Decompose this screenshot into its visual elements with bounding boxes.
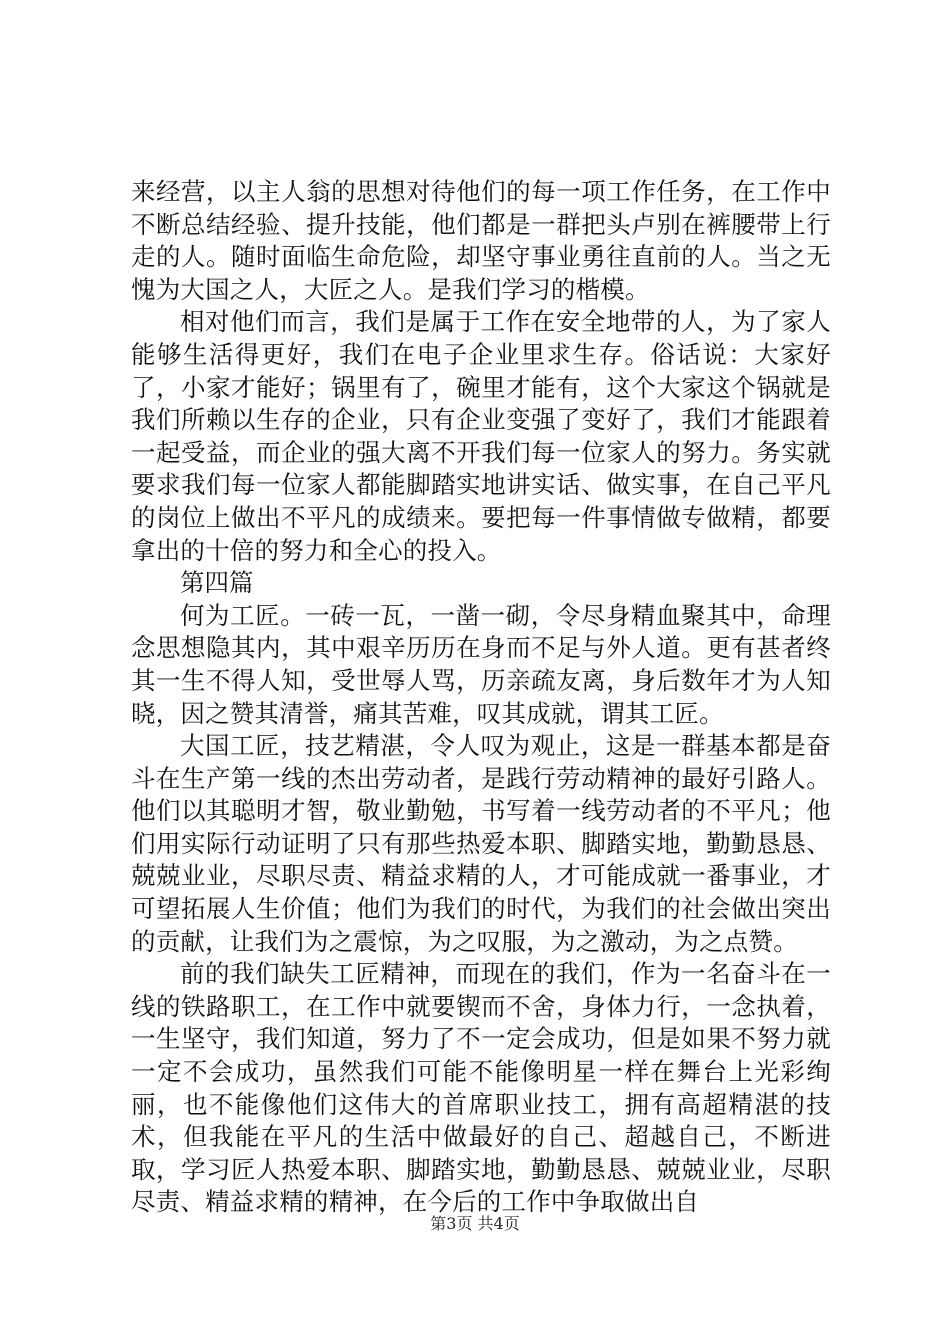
paragraph: 相对他们而言，我们是属于工作在安全地带的人，为了家人能够生活得更好，我们在电子企业里求生存。俗话说：大家好了，小家才能好；锅里有了，碗里才能有，这个大家这个锅就是我们所赖以生存的企业，只有企业变强了变好了，我们才能跟着一起受益，而企业的强大离不开我们每一位家人的努力。务实就要求我们每一位家人都能脚踏实地讲实话、做实事，在自己平凡的岗位上做出不平凡的成绩来。要把每一件事情做专做精，都要拿出的十倍的努力和全心的投入。 <box>131 307 831 565</box>
paragraph: 前的我们缺失工匠精神，而现在的我们，作为一名奋斗在一线的铁路职工，在工作中就要锲而不舍，身体力行，一念执着，一生坚守，我们知道，努力了不一定会成功，但是如果不努力就一定不会成功，虽然我们可能不能像明星一样在舞台上光彩绚丽，也不能像他们这伟大的首席职业技工，拥有高超精湛的技术，但我能在平凡的生活中做最好的自己、超越自己，不断进取，学习匠人热爱本职、脚踏实地，勤勤恳恳、兢兢业业，尽职尽责、精益求精的精神，在今后的工作中争取做出自 <box>131 959 831 1217</box>
page-number-footer: 第3页 共4页 <box>430 1214 520 1233</box>
paragraph: 大国工匠，技艺精湛，令人叹为观止，这是一群基本都是奋斗在生产第一线的杰出劳动者，是践行劳动精神的最好引路人。他们以其聪明才智，敬业勤勉，书写着一线劳动者的不平凡；他们用实际行动证明了只有那些热爱本职、脚踏实地，勤勤恳恳、兢兢业业，尽职尽责、精益求精的人，才可能成就一番事业，才可望拓展人生价值；他们为我们的时代，为我们的社会做出突出的贡献，让我们为之震惊，为之叹服，为之激动，为之点赞。 <box>131 731 831 956</box>
paragraph: 来经营，以主人翁的思想对待他们的每一项工作任务，在工作中不断总结经验、提升技能，他们都是一群把头卢别在裤腰带上行走的人。随时面临生命危险，却坚守事业勇往直前的人。当之无愧为大国之人，大匠之人。是我们学习的楷模。 <box>131 177 831 304</box>
document-body <box>131 176 831 1219</box>
paragraph: 何为工匠。一砖一瓦，一凿一砌，令尽身精血聚其中，命理念思想隐其内，其中艰辛历历在身而不足与外人道。更有甚者终其一生不得人知，受世辱人骂，历亲疏友离，身后数年才为人知晓，因之赞其清誉，痛其苦难，叹其成就，谓其工匠。 <box>131 600 831 728</box>
section-heading: 第四篇 <box>180 568 254 598</box>
